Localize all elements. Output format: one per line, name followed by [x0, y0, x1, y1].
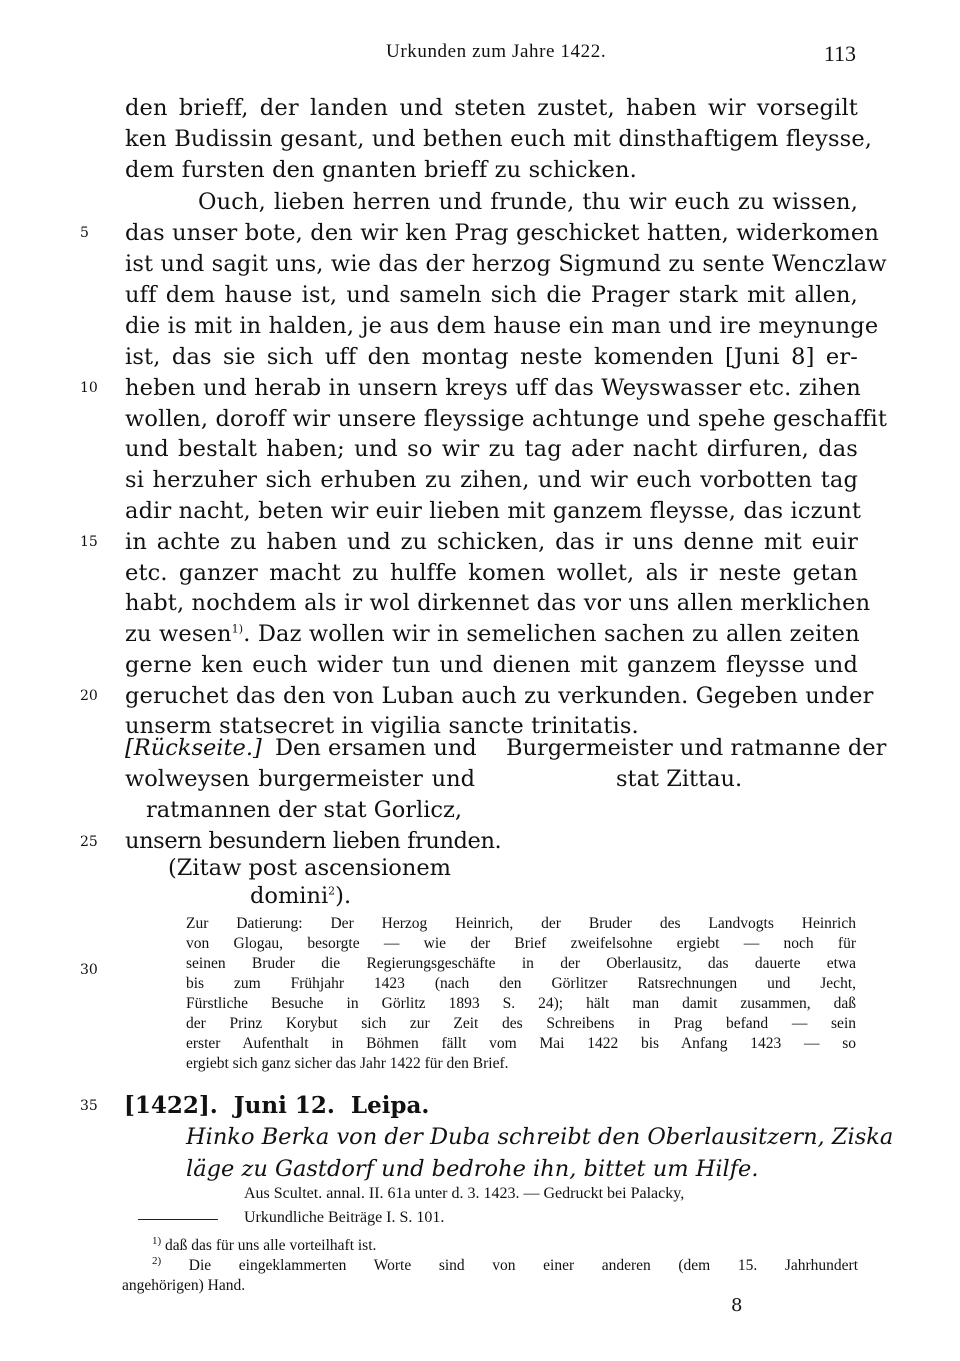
footnote-rule — [138, 1219, 218, 1220]
commentary-line: bis zum Frühjahr 1423 (nach den Görlitzer Ratsrechnungen und Jecht, — [186, 975, 856, 992]
running-title: Urkunden zum Jahre 1422. — [386, 41, 607, 62]
body-line: si herzuher sich erhuben zu zihen, und wir euch vorbotten tag — [125, 467, 858, 493]
body-line: dem fursten den gnanten brieff zu schicken. — [125, 157, 637, 183]
footnote — [152, 1256, 858, 1276]
footnote-text: daß das für uns alle vorteilhaft ist. — [165, 1237, 377, 1254]
archive-note-text: ). — [335, 883, 352, 909]
signature-mark: 8 — [731, 1295, 743, 1316]
body-line: unserm statsecret in vigilia sancte trinitatis. — [125, 713, 639, 739]
body-line: Ouch, lieben herren und frunde, thu wir euch zu wissen, — [198, 189, 858, 215]
body-line: den brieff, der landen und steten zustet, haben wir vorsegilt — [125, 95, 858, 121]
address-line: wolweysen burgermeister und — [125, 766, 475, 792]
footnote-mark: 2) — [152, 1254, 162, 1267]
footnote-mark: 2 — [328, 884, 336, 898]
body-line: gerne ken euch wider tun und dienen mit ganzem fleysse und — [125, 652, 858, 678]
record-place: Leipa. — [350, 1092, 430, 1119]
body-line: ist und sagit uns, wie das der herzog Sigmund zu sente Wenczlaw — [125, 251, 887, 277]
body-line: geruchet das den von Luban auch zu verkunden. Gegeben under — [125, 683, 874, 709]
body-line — [125, 619, 858, 649]
body-line: in achte zu haben und zu schicken, das ir uns denne mit euir — [125, 529, 858, 555]
body-line: ist, das sie sich uff den montag neste komenden [Juni 8] er- — [125, 344, 858, 370]
commentary-line: Zur Datierung: Der Herzog Heinrich, der Bruder des Landvogts Heinrich — [186, 915, 856, 932]
body-line: und bestalt haben; und so wir zu tag ader nacht dirfuren, das — [125, 436, 858, 462]
archive-note — [250, 881, 351, 911]
regest-line: läge zu Gastdorf und bedrohe ihn, bittet um Hilfe. — [186, 1156, 759, 1182]
body-line: ken Budissin gesant, und bethen euch mit dinsthaftigem fleysse, — [125, 126, 873, 152]
line-number: 35 — [80, 1098, 98, 1114]
footnote-text: Die eingeklammerten Worte sind von einer anderen (dem 15. Jahrhundert — [188, 1257, 859, 1274]
body-line: habt, nochdem als ir wol dirkennet das vor uns allen merklichen — [125, 590, 871, 616]
commentary-line: Fürstliche Besuche in Görlitz 1893 S. 24); hält man damit zusammen, daß — [186, 995, 856, 1012]
line-number: 20 — [80, 688, 98, 704]
commentary-line: seinen Bruder die Regierungsgeschäfte in der Oberlausitz, das dauerte etwa — [186, 955, 856, 972]
commentary-line: ergiebt sich ganz sicher das Jahr 1422 für den Brief. — [186, 1055, 509, 1072]
body-line-text: zu wesen — [125, 621, 232, 647]
commentary-line: erster Aufenthalt in Böhmen fällt vom Mai 1422 bis Anfang 1423 — so — [186, 1035, 856, 1052]
address-line: ratmannen der stat Gorlicz, — [146, 797, 462, 823]
commentary-line: von Glogau, besorgte — wie der Brief zweifelsohne ergiebt — noch für — [186, 935, 856, 952]
running-head — [0, 41, 960, 71]
footnote-mark: 1) — [231, 622, 244, 636]
body-line-text: . Daz wollen wir in semelichen sachen zu allen zeiten — [243, 621, 860, 647]
commentary-line: der Prinz Korybut sich zur Zeit des Schreibens in Prag befand — sein — [186, 1015, 856, 1032]
footnote-mark: 1) — [152, 1234, 162, 1247]
body-line: die is mit in halden, je aus dem hause ein man und ire meynunge — [125, 313, 879, 339]
record-year: [1422]. — [124, 1092, 218, 1119]
body-line: das unser bote, den wir ken Prag geschicket hatten, widerkomen — [125, 220, 880, 246]
source-line: Aus Scultet. annal. II. 61a unter d. 3. 1423. — Gedruckt bei Palacky, — [244, 1185, 685, 1202]
line-number: 25 — [80, 834, 98, 850]
line-number: 15 — [80, 534, 98, 550]
recipient-line: stat Zittau. — [616, 766, 743, 792]
address-line: Den ersamen und — [275, 735, 477, 761]
record-date: Juni 12. — [233, 1092, 335, 1119]
reverse-label: [Rückseite.] — [125, 735, 262, 761]
line-number: 5 — [80, 225, 89, 241]
recipient-line: Burgermeister und ratmanne der — [506, 735, 887, 761]
line-number: 30 — [80, 962, 98, 978]
source-line: Urkundliche Beiträge I. S. 101. — [244, 1209, 445, 1226]
page-number: 113 — [823, 41, 856, 66]
record-heading — [124, 1092, 429, 1119]
body-line: wollen, doroff wir unsere fleyssige achtunge und spehe geschaffit — [125, 406, 888, 432]
body-line: heben und herab in unsern kreys uff das Weyswasser etc. zihen — [125, 375, 861, 401]
footnote-continuation: angehörigen) Hand. — [122, 1277, 246, 1294]
address-line: unsern besundern lieben frunden. — [125, 828, 502, 854]
footnote — [152, 1236, 376, 1256]
body-line: etc. ganzer macht zu hulffe komen wollet, als ir neste getan — [125, 560, 858, 586]
body-line: uff dem hause ist, und sameln sich die Prager stark mit allen, — [125, 282, 858, 308]
line-number: 10 — [80, 380, 98, 396]
body-line: adir nacht, beten wir euir lieben mit ganzem fleysse, das iczunt — [125, 498, 862, 524]
regest-line: Hinko Berka von der Duba schreibt den Oberlausitzern, Ziska — [186, 1124, 894, 1150]
archive-note-text: domini — [250, 883, 329, 909]
archive-note: (Zitaw post ascensionem — [168, 855, 451, 881]
